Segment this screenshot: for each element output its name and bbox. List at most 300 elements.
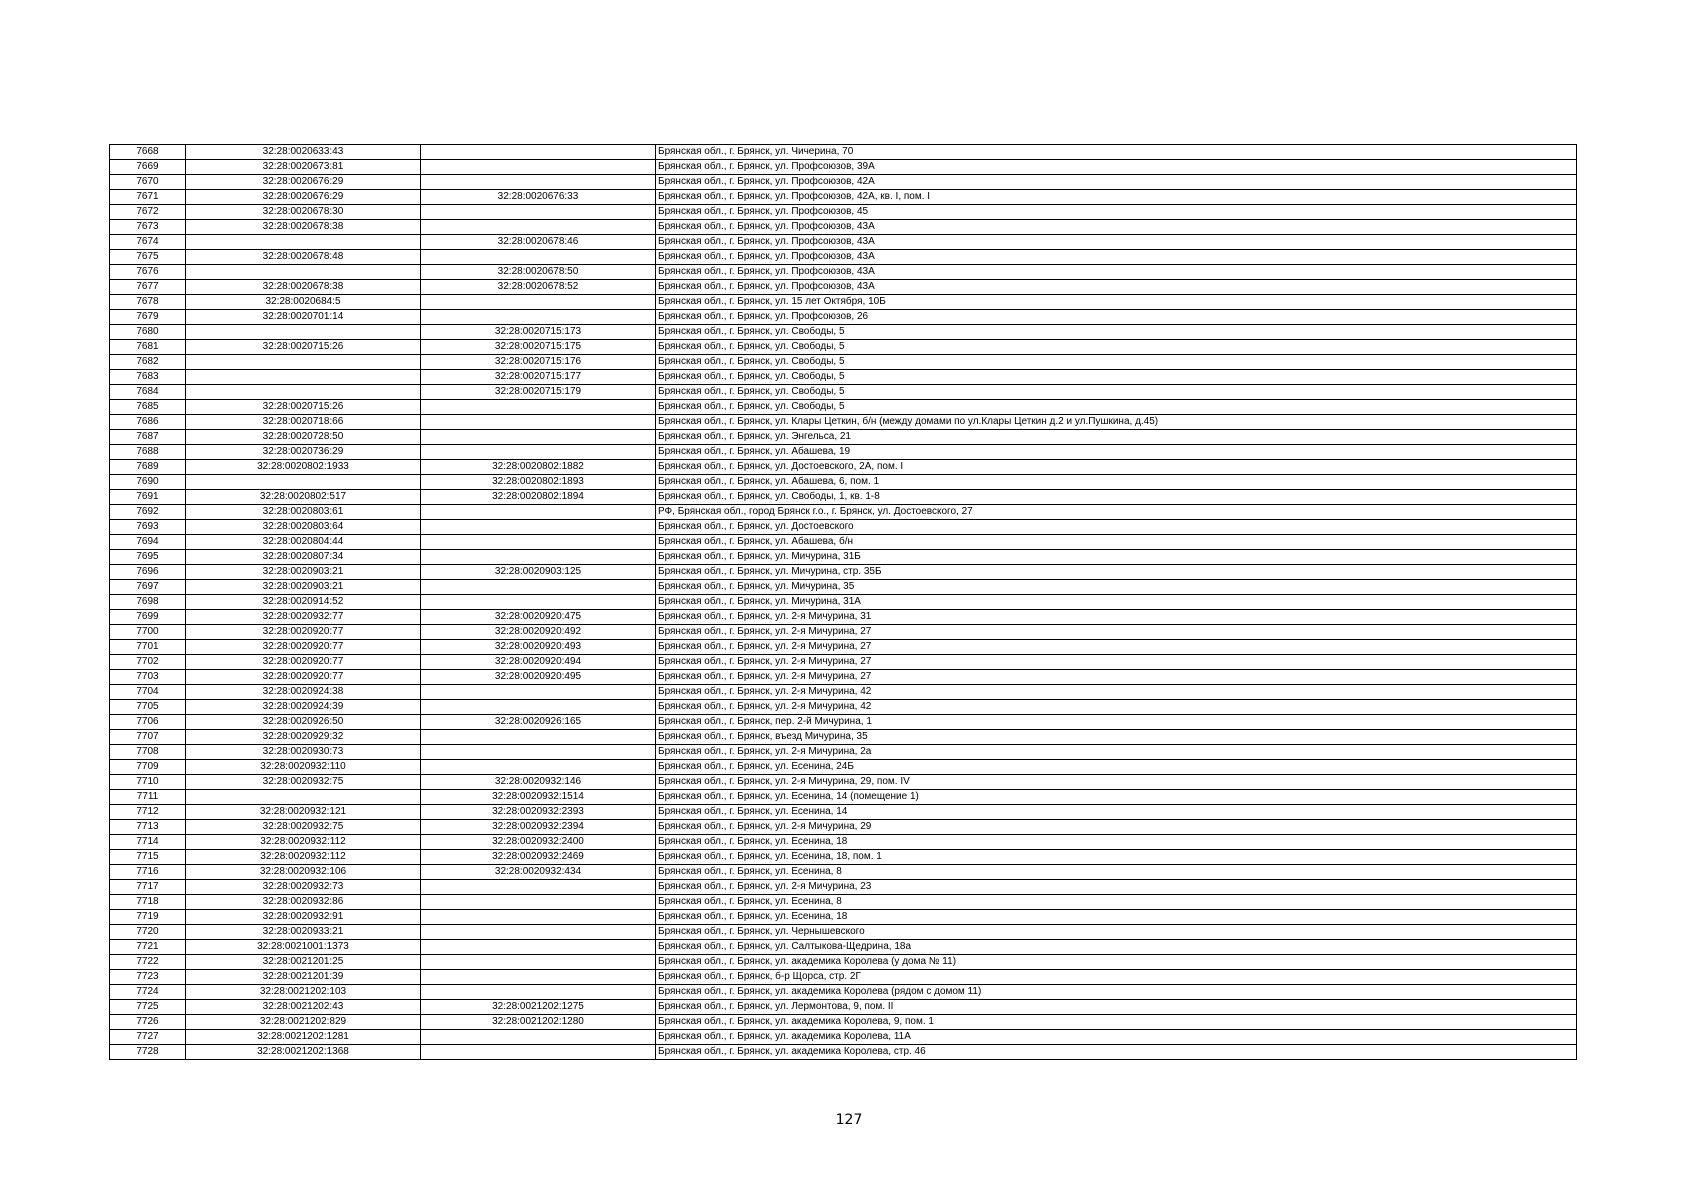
object-cadastral-number-cell: 32:28:0020802:1894	[421, 490, 656, 505]
row-number-cell: 7690	[110, 475, 186, 490]
address-cell: Брянская обл., г. Брянск, ул. Лермонтова, 9, пом. II	[656, 1000, 1577, 1015]
address-cell: Брянская обл., г. Брянск, ул. Есенина, 8	[656, 865, 1577, 880]
object-cadastral-number-cell: 32:28:0020920:493	[421, 640, 656, 655]
object-cadastral-number-cell: 32:28:0020903:125	[421, 565, 656, 580]
table-row	[110, 1015, 1577, 1030]
table-row	[110, 250, 1577, 265]
object-cadastral-number-cell	[421, 505, 656, 520]
cadastral-number-cell: 32:28:0020728:50	[186, 430, 421, 445]
address-cell: Брянская обл., г. Брянск, ул. Свободы, 5	[656, 370, 1577, 385]
row-number-cell: 7692	[110, 505, 186, 520]
address-cell: Брянская обл., г. Брянск, ул. 2-я Мичурина, 42	[656, 685, 1577, 700]
object-cadastral-number-cell	[421, 760, 656, 775]
object-cadastral-number-cell: 32:28:0020678:52	[421, 280, 656, 295]
cadastral-number-cell: 32:28:0020930:73	[186, 745, 421, 760]
cadastral-number-cell: 32:28:0020932:121	[186, 805, 421, 820]
cadastral-number-cell: 32:28:0020932:77	[186, 610, 421, 625]
object-cadastral-number-cell	[421, 415, 656, 430]
table-row	[110, 625, 1577, 640]
address-cell: Брянская обл., г. Брянск, ул. Профсоюзов, 45	[656, 205, 1577, 220]
row-number-cell: 7724	[110, 985, 186, 1000]
table-row	[110, 145, 1577, 160]
registry-table-body	[110, 145, 1577, 1060]
object-cadastral-number-cell	[421, 145, 656, 160]
row-number-cell: 7728	[110, 1045, 186, 1060]
table-row	[110, 280, 1577, 295]
table-row	[110, 415, 1577, 430]
cadastral-number-cell	[186, 355, 421, 370]
row-number-cell: 7703	[110, 670, 186, 685]
cadastral-number-cell: 32:28:0021201:25	[186, 955, 421, 970]
registry-table	[109, 144, 1577, 1060]
row-number-cell: 7721	[110, 940, 186, 955]
object-cadastral-number-cell: 32:28:0020715:176	[421, 355, 656, 370]
address-cell: Брянская обл., г. Брянск, ул. Свободы, 1, кв. 1-8	[656, 490, 1577, 505]
row-number-cell: 7725	[110, 1000, 186, 1015]
row-number-cell: 7676	[110, 265, 186, 280]
table-row	[110, 490, 1577, 505]
cadastral-number-cell: 32:28:0020678:30	[186, 205, 421, 220]
address-cell: Брянская обл., г. Брянск, ул. Достоевского, 2А, пом. I	[656, 460, 1577, 475]
table-row	[110, 445, 1577, 460]
table-row	[110, 370, 1577, 385]
address-cell: Брянская обл., г. Брянск, ул. Есенина, 18	[656, 910, 1577, 925]
table-row	[110, 190, 1577, 205]
row-number-cell: 7717	[110, 880, 186, 895]
table-row	[110, 970, 1577, 985]
address-cell: Брянская обл., г. Брянск, ул. академика Королева, стр. 46	[656, 1045, 1577, 1060]
cadastral-number-cell: 32:28:0020807:34	[186, 550, 421, 565]
row-number-cell: 7711	[110, 790, 186, 805]
object-cadastral-number-cell	[421, 160, 656, 175]
address-cell: Брянская обл., г. Брянск, ул. Профсоюзов, 43А	[656, 220, 1577, 235]
cadastral-number-cell: 32:28:0020920:77	[186, 670, 421, 685]
address-cell: Брянская обл., г. Брянск, ул. Мичурина, 31А	[656, 595, 1577, 610]
address-cell: Брянская обл., г. Брянск, ул. Свободы, 5	[656, 355, 1577, 370]
table-row	[110, 1030, 1577, 1045]
cadastral-number-cell: 32:28:0020673:81	[186, 160, 421, 175]
cadastral-number-cell: 32:28:0021202:829	[186, 1015, 421, 1030]
row-number-cell: 7697	[110, 580, 186, 595]
table-row	[110, 655, 1577, 670]
table-row	[110, 745, 1577, 760]
row-number-cell: 7672	[110, 205, 186, 220]
cadastral-number-cell	[186, 790, 421, 805]
address-cell: Брянская обл., г. Брянск, ул. 2-я Мичурина, 29, пом. IV	[656, 775, 1577, 790]
row-number-cell: 7704	[110, 685, 186, 700]
address-cell: Брянская обл., г. Брянск, ул. Свободы, 5	[656, 385, 1577, 400]
object-cadastral-number-cell	[421, 745, 656, 760]
object-cadastral-number-cell	[421, 985, 656, 1000]
row-number-cell: 7689	[110, 460, 186, 475]
object-cadastral-number-cell	[421, 685, 656, 700]
row-number-cell: 7677	[110, 280, 186, 295]
object-cadastral-number-cell: 32:28:0020920:492	[421, 625, 656, 640]
address-cell: Брянская обл., г. Брянск, ул. Абашева, 19	[656, 445, 1577, 460]
address-cell: Брянская обл., г. Брянск, ул. Абашева, 6, пом. 1	[656, 475, 1577, 490]
address-cell: Брянская обл., г. Брянск, ул. 2-я Мичурина, 2а	[656, 745, 1577, 760]
object-cadastral-number-cell: 32:28:0020920:494	[421, 655, 656, 670]
table-row	[110, 565, 1577, 580]
row-number-cell: 7727	[110, 1030, 186, 1045]
row-number-cell: 7675	[110, 250, 186, 265]
object-cadastral-number-cell	[421, 970, 656, 985]
row-number-cell: 7668	[110, 145, 186, 160]
table-row	[110, 295, 1577, 310]
table-row	[110, 580, 1577, 595]
object-cadastral-number-cell	[421, 310, 656, 325]
cadastral-number-cell: 32:28:0020903:21	[186, 580, 421, 595]
object-cadastral-number-cell	[421, 700, 656, 715]
cadastral-number-cell: 32:28:0020924:39	[186, 700, 421, 715]
object-cadastral-number-cell	[421, 895, 656, 910]
address-cell: Брянская обл., г. Брянск, ул. Профсоюзов, 43А	[656, 250, 1577, 265]
row-number-cell: 7715	[110, 850, 186, 865]
object-cadastral-number-cell	[421, 220, 656, 235]
cadastral-number-cell: 32:28:0020678:38	[186, 280, 421, 295]
cadastral-number-cell: 32:28:0020715:26	[186, 400, 421, 415]
cadastral-number-cell: 32:28:0020804:44	[186, 535, 421, 550]
object-cadastral-number-cell: 32:28:0020932:434	[421, 865, 656, 880]
address-cell: Брянская обл., г. Брянск, ул. Мичурина, 35	[656, 580, 1577, 595]
object-cadastral-number-cell	[421, 295, 656, 310]
table-row	[110, 775, 1577, 790]
row-number-cell: 7683	[110, 370, 186, 385]
address-cell: Брянская обл., г. Брянск, ул. Достоевского	[656, 520, 1577, 535]
object-cadastral-number-cell	[421, 520, 656, 535]
table-row	[110, 310, 1577, 325]
address-cell: Брянская обл., г. Брянск, ул. 2-я Мичурина, 31	[656, 610, 1577, 625]
address-cell: Брянская обл., г. Брянск, ул. 2-я Мичурина, 27	[656, 655, 1577, 670]
address-cell: Брянская обл., г. Брянск, ул. Профсоюзов, 43А	[656, 235, 1577, 250]
row-number-cell: 7682	[110, 355, 186, 370]
row-number-cell: 7726	[110, 1015, 186, 1030]
object-cadastral-number-cell	[421, 205, 656, 220]
row-number-cell: 7723	[110, 970, 186, 985]
table-row	[110, 910, 1577, 925]
object-cadastral-number-cell: 32:28:0020932:146	[421, 775, 656, 790]
object-cadastral-number-cell: 32:28:0020715:175	[421, 340, 656, 355]
address-cell: Брянская обл., г. Брянск, ул. академика Королева (у дома № 11)	[656, 955, 1577, 970]
table-row	[110, 700, 1577, 715]
page-number: 127	[835, 1112, 863, 1128]
cadastral-number-cell: 32:28:0020932:91	[186, 910, 421, 925]
cadastral-number-cell: 32:28:0020920:77	[186, 655, 421, 670]
table-row	[110, 805, 1577, 820]
table-row	[110, 715, 1577, 730]
object-cadastral-number-cell	[421, 595, 656, 610]
row-number-cell: 7709	[110, 760, 186, 775]
address-cell: Брянская обл., г. Брянск, ул. Салтыкова-Щедрина, 18а	[656, 940, 1577, 955]
address-cell: Брянская обл., г. Брянск, пер. 2-й Мичурина, 1	[656, 715, 1577, 730]
address-cell: Брянская обл., г. Брянск, ул. Есенина, 14 (помещение 1)	[656, 790, 1577, 805]
row-number-cell: 7686	[110, 415, 186, 430]
table-row	[110, 430, 1577, 445]
cadastral-number-cell	[186, 385, 421, 400]
address-cell: Брянская обл., г. Брянск, ул. Есенина, 8	[656, 895, 1577, 910]
row-number-cell: 7708	[110, 745, 186, 760]
row-number-cell: 7673	[110, 220, 186, 235]
address-cell: Брянская обл., г. Брянск, ул. Есенина, 18	[656, 835, 1577, 850]
object-cadastral-number-cell	[421, 880, 656, 895]
table-row	[110, 850, 1577, 865]
address-cell: Брянская обл., г. Брянск, ул. Профсоюзов, 43А	[656, 265, 1577, 280]
table-row	[110, 1000, 1577, 1015]
table-row	[110, 505, 1577, 520]
cadastral-number-cell: 32:28:0020926:50	[186, 715, 421, 730]
row-number-cell: 7678	[110, 295, 186, 310]
row-number-cell: 7670	[110, 175, 186, 190]
object-cadastral-number-cell: 32:28:0020715:173	[421, 325, 656, 340]
table-row	[110, 400, 1577, 415]
row-number-cell: 7701	[110, 640, 186, 655]
address-cell: Брянская обл., г. Брянск, ул. академика Королева (рядом с домом 11)	[656, 985, 1577, 1000]
cadastral-number-cell	[186, 265, 421, 280]
address-cell: Брянская обл., г. Брянск, ул. Есенина, 18, пом. 1	[656, 850, 1577, 865]
table-row	[110, 265, 1577, 280]
object-cadastral-number-cell: 32:28:0021202:1280	[421, 1015, 656, 1030]
cadastral-number-cell: 32:28:0021001:1373	[186, 940, 421, 955]
address-cell: РФ, Брянская обл., город Брянск г.о., г. Брянск, ул. Достоевского, 27	[656, 505, 1577, 520]
address-cell: Брянская обл., г. Брянск, ул. Энгельса, 21	[656, 430, 1577, 445]
address-cell: Брянская обл., г. Брянск, ул. 2-я Мичурина, 29	[656, 820, 1577, 835]
table-row	[110, 820, 1577, 835]
object-cadastral-number-cell	[421, 1030, 656, 1045]
row-number-cell: 7712	[110, 805, 186, 820]
object-cadastral-number-cell	[421, 925, 656, 940]
table-row	[110, 205, 1577, 220]
table-row	[110, 790, 1577, 805]
object-cadastral-number-cell: 32:28:0020932:2469	[421, 850, 656, 865]
object-cadastral-number-cell	[421, 535, 656, 550]
row-number-cell: 7695	[110, 550, 186, 565]
row-number-cell: 7706	[110, 715, 186, 730]
table-row	[110, 325, 1577, 340]
object-cadastral-number-cell: 32:28:0020932:2394	[421, 820, 656, 835]
row-number-cell: 7680	[110, 325, 186, 340]
row-number-cell: 7669	[110, 160, 186, 175]
row-number-cell: 7696	[110, 565, 186, 580]
address-cell: Брянская обл., г. Брянск, ул. 2-я Мичурина, 27	[656, 640, 1577, 655]
cadastral-number-cell: 32:28:0020932:106	[186, 865, 421, 880]
table-row	[110, 355, 1577, 370]
row-number-cell: 7691	[110, 490, 186, 505]
cadastral-number-cell: 32:28:0020932:86	[186, 895, 421, 910]
address-cell: Брянская обл., г. Брянск, ул. академика Королева, 11А	[656, 1030, 1577, 1045]
cadastral-number-cell: 32:28:0020932:75	[186, 820, 421, 835]
row-number-cell: 7681	[110, 340, 186, 355]
row-number-cell: 7716	[110, 865, 186, 880]
address-cell: Брянская обл., г. Брянск, ул. Профсоюзов, 42А	[656, 175, 1577, 190]
row-number-cell: 7674	[110, 235, 186, 250]
address-cell: Брянская обл., г. Брянск, ул. Профсоюзов, 43А	[656, 280, 1577, 295]
table-row	[110, 640, 1577, 655]
table-row	[110, 475, 1577, 490]
cadastral-number-cell: 32:28:0020903:21	[186, 565, 421, 580]
table-row	[110, 985, 1577, 1000]
object-cadastral-number-cell: 32:28:0020802:1882	[421, 460, 656, 475]
table-row	[110, 610, 1577, 625]
table-row	[110, 385, 1577, 400]
row-number-cell: 7707	[110, 730, 186, 745]
row-number-cell: 7687	[110, 430, 186, 445]
address-cell: Брянская обл., г. Брянск, ул. Профсоюзов, 39А	[656, 160, 1577, 175]
table-row	[110, 175, 1577, 190]
address-cell: Брянская обл., г. Брянск, ул. Есенина, 14	[656, 805, 1577, 820]
address-cell: Брянская обл., г. Брянск, ул. Абашева, б/н	[656, 535, 1577, 550]
table-row	[110, 835, 1577, 850]
cadastral-number-cell: 32:28:0021202:103	[186, 985, 421, 1000]
row-number-cell: 7693	[110, 520, 186, 535]
address-cell: Брянская обл., г. Брянск, ул. Мичурина, стр. 35Б	[656, 565, 1577, 580]
address-cell: Брянская обл., г. Брянск, ул. академика Королева, 9, пом. 1	[656, 1015, 1577, 1030]
object-cadastral-number-cell: 32:28:0020932:2400	[421, 835, 656, 850]
object-cadastral-number-cell	[421, 445, 656, 460]
cadastral-number-cell: 32:28:0020676:29	[186, 190, 421, 205]
row-number-cell: 7720	[110, 925, 186, 940]
cadastral-number-cell: 32:28:0020920:77	[186, 640, 421, 655]
cadastral-number-cell: 32:28:0020932:112	[186, 850, 421, 865]
object-cadastral-number-cell: 32:28:0020802:1893	[421, 475, 656, 490]
cadastral-number-cell: 32:28:0020803:61	[186, 505, 421, 520]
row-number-cell: 7714	[110, 835, 186, 850]
row-number-cell: 7699	[110, 610, 186, 625]
cadastral-number-cell	[186, 370, 421, 385]
table-row	[110, 925, 1577, 940]
table-row	[110, 550, 1577, 565]
cadastral-number-cell: 32:28:0020932:110	[186, 760, 421, 775]
object-cadastral-number-cell: 32:28:0020926:165	[421, 715, 656, 730]
table-row	[110, 520, 1577, 535]
row-number-cell: 7718	[110, 895, 186, 910]
cadastral-number-cell: 32:28:0021201:39	[186, 970, 421, 985]
object-cadastral-number-cell: 32:28:0020920:475	[421, 610, 656, 625]
row-number-cell: 7688	[110, 445, 186, 460]
object-cadastral-number-cell	[421, 955, 656, 970]
cadastral-number-cell: 32:28:0020932:75	[186, 775, 421, 790]
table-row	[110, 220, 1577, 235]
object-cadastral-number-cell	[421, 580, 656, 595]
row-number-cell: 7700	[110, 625, 186, 640]
cadastral-number-cell: 32:28:0020678:38	[186, 220, 421, 235]
row-number-cell: 7702	[110, 655, 186, 670]
cadastral-number-cell: 32:28:0020736:29	[186, 445, 421, 460]
table-row	[110, 1045, 1577, 1060]
cadastral-number-cell: 32:28:0020802:1933	[186, 460, 421, 475]
address-cell: Брянская обл., г. Брянск, ул. Чичерина, 70	[656, 145, 1577, 160]
address-cell: Брянская обл., г. Брянск, ул. 2-я Мичурина, 27	[656, 625, 1577, 640]
address-cell: Брянская обл., г. Брянск, ул. 15 лет Октября, 10Б	[656, 295, 1577, 310]
row-number-cell: 7694	[110, 535, 186, 550]
table-row	[110, 595, 1577, 610]
cadastral-number-cell: 32:28:0020676:29	[186, 175, 421, 190]
row-number-cell: 7685	[110, 400, 186, 415]
address-cell: Брянская обл., г. Брянск, ул. Свободы, 5	[656, 340, 1577, 355]
object-cadastral-number-cell	[421, 430, 656, 445]
address-cell: Брянская обл., г. Брянск, въезд Мичурина, 35	[656, 730, 1577, 745]
object-cadastral-number-cell: 32:28:0020715:179	[421, 385, 656, 400]
table-row	[110, 535, 1577, 550]
row-number-cell: 7671	[110, 190, 186, 205]
cadastral-number-cell: 32:28:0020802:517	[186, 490, 421, 505]
cadastral-number-cell: 32:28:0020914:52	[186, 595, 421, 610]
address-cell: Брянская обл., г. Брянск, ул. 2-я Мичурина, 27	[656, 670, 1577, 685]
object-cadastral-number-cell	[421, 400, 656, 415]
address-cell: Брянская обл., г. Брянск, ул. Клары Цеткин, б/н (между домами по ул.Клары Цеткин д.2 и ул.Пушкина, д.45)	[656, 415, 1577, 430]
table-row	[110, 865, 1577, 880]
row-number-cell: 7710	[110, 775, 186, 790]
object-cadastral-number-cell	[421, 730, 656, 745]
object-cadastral-number-cell: 32:28:0020678:50	[421, 265, 656, 280]
row-number-cell: 7698	[110, 595, 186, 610]
table-row	[110, 895, 1577, 910]
row-number-cell: 7684	[110, 385, 186, 400]
cadastral-number-cell	[186, 235, 421, 250]
object-cadastral-number-cell: 32:28:0020932:1514	[421, 790, 656, 805]
address-cell: Брянская обл., г. Брянск, ул. 2-я Мичурина, 23	[656, 880, 1577, 895]
table-row	[110, 760, 1577, 775]
row-number-cell: 7713	[110, 820, 186, 835]
address-cell: Брянская обл., г. Брянск, ул. Профсоюзов, 26	[656, 310, 1577, 325]
object-cadastral-number-cell	[421, 250, 656, 265]
row-number-cell: 7705	[110, 700, 186, 715]
table-row	[110, 160, 1577, 175]
address-cell: Брянская обл., г. Брянск, ул. 2-я Мичурина, 42	[656, 700, 1577, 715]
table-row	[110, 955, 1577, 970]
cadastral-number-cell: 32:28:0020803:64	[186, 520, 421, 535]
cadastral-number-cell: 32:28:0020633:43	[186, 145, 421, 160]
cadastral-number-cell: 32:28:0020718:66	[186, 415, 421, 430]
address-cell: Брянская обл., г. Брянск, ул. Чернышевского	[656, 925, 1577, 940]
object-cadastral-number-cell	[421, 940, 656, 955]
cadastral-number-cell: 32:28:0021202:1281	[186, 1030, 421, 1045]
object-cadastral-number-cell: 32:28:0021202:1275	[421, 1000, 656, 1015]
address-cell: Брянская обл., г. Брянск, ул. Свободы, 5	[656, 400, 1577, 415]
object-cadastral-number-cell: 32:28:0020678:46	[421, 235, 656, 250]
row-number-cell: 7722	[110, 955, 186, 970]
cadastral-number-cell: 32:28:0021202:43	[186, 1000, 421, 1015]
row-number-cell: 7719	[110, 910, 186, 925]
table-row	[110, 730, 1577, 745]
object-cadastral-number-cell	[421, 175, 656, 190]
cadastral-number-cell: 32:28:0020932:112	[186, 835, 421, 850]
cadastral-number-cell: 32:28:0020933:21	[186, 925, 421, 940]
table-row	[110, 685, 1577, 700]
object-cadastral-number-cell: 32:28:0020932:2393	[421, 805, 656, 820]
address-cell: Брянская обл., г. Брянск, ул. Мичурина, 31Б	[656, 550, 1577, 565]
cadastral-number-cell: 32:28:0020924:38	[186, 685, 421, 700]
cadastral-number-cell: 32:28:0020715:26	[186, 340, 421, 355]
cadastral-number-cell: 32:28:0021202:1368	[186, 1045, 421, 1060]
object-cadastral-number-cell: 32:28:0020676:33	[421, 190, 656, 205]
address-cell: Брянская обл., г. Брянск, ул. Есенина, 24Б	[656, 760, 1577, 775]
address-cell: Брянская обл., г. Брянск, ул. Профсоюзов, 42А, кв. I, пом. I	[656, 190, 1577, 205]
cadastral-number-cell	[186, 325, 421, 340]
cadastral-number-cell: 32:28:0020929:32	[186, 730, 421, 745]
table-row	[110, 880, 1577, 895]
object-cadastral-number-cell: 32:28:0020715:177	[421, 370, 656, 385]
row-number-cell: 7679	[110, 310, 186, 325]
cadastral-number-cell	[186, 475, 421, 490]
cadastral-number-cell: 32:28:0020920:77	[186, 625, 421, 640]
address-cell: Брянская обл., г. Брянск, ул. Свободы, 5	[656, 325, 1577, 340]
cadastral-number-cell: 32:28:0020684:5	[186, 295, 421, 310]
table-row	[110, 670, 1577, 685]
object-cadastral-number-cell	[421, 550, 656, 565]
object-cadastral-number-cell	[421, 910, 656, 925]
table-row	[110, 235, 1577, 250]
address-cell: Брянская обл., г. Брянск, б-р Щорса, стр. 2Г	[656, 970, 1577, 985]
